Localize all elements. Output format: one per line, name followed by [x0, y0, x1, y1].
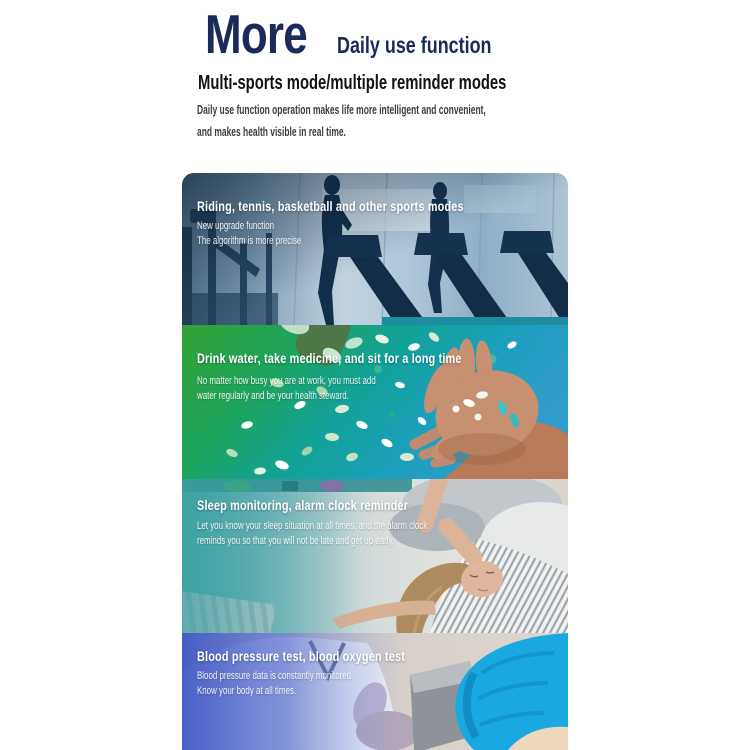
- panel-description-line: [197, 219, 301, 248]
- header-title: Daily use function: [337, 32, 492, 58]
- panel-description-text: Blood pressure data is constantly monitored: [197, 670, 352, 682]
- panel-description-line: [197, 669, 351, 698]
- brand-word: More: [205, 3, 307, 65]
- panel-description-line: [197, 374, 376, 403]
- panel-description-text: water regularly and be your health steward.: [197, 389, 349, 402]
- panel-title: Drink water, take medicine, and sit for a long time: [197, 350, 462, 366]
- header-description-line: Daily use function operation makes life more intelligent and convenient,: [197, 102, 486, 117]
- header-subtitle: Multi-sports mode/multiple reminder modes: [198, 72, 507, 94]
- feature-panel-health: [182, 633, 568, 750]
- panel-description-line: [197, 519, 427, 548]
- feature-panel-sports: [182, 173, 568, 325]
- panel-title: Riding, tennis, basketball and other sports modes: [197, 198, 464, 214]
- panel-description-text: The algorithm is more precise: [197, 234, 302, 247]
- panel-description-text: reminds you so that you will not be late and get up early.: [197, 534, 395, 547]
- panel-description-text: Know your body at all times.: [197, 684, 297, 697]
- header-description-line: and makes health visible in real time.: [197, 123, 346, 139]
- panel-description-text: No matter how busy you are at work, you must add: [197, 375, 376, 387]
- panel-description-text: New upgrade function: [197, 220, 275, 232]
- panel-description-text: Let you know your sleep situation at all times, and the alarm clock: [197, 520, 428, 532]
- panel-title: Blood pressure test, blood oxygen test: [197, 648, 405, 664]
- feature-panels: [182, 173, 568, 750]
- gym-treadmill-photo: [182, 173, 568, 325]
- feature-panel-sleep: [182, 479, 568, 633]
- panel-title: Sleep monitoring, alarm clock reminder: [197, 497, 409, 513]
- feature-panel-reminders: [182, 325, 568, 479]
